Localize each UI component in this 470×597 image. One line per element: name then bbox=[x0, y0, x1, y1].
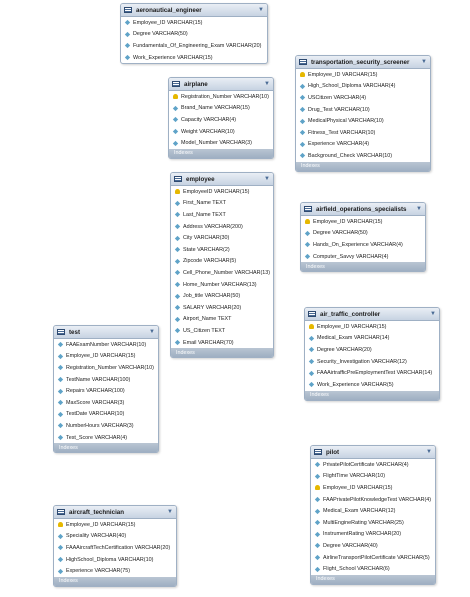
column-name: Cell_Phone_Number VARCHAR(13) bbox=[183, 269, 271, 276]
column-diamond-icon bbox=[309, 336, 314, 341]
column-name: FAAAircraftTechCertification VARCHAR(20) bbox=[66, 544, 171, 551]
table-title: airplane bbox=[184, 80, 208, 88]
column-row[interactable] bbox=[301, 239, 425, 251]
column-row[interactable] bbox=[121, 29, 267, 41]
column-diamond-icon bbox=[58, 365, 63, 370]
column-row[interactable] bbox=[169, 91, 273, 103]
column-name: Degree VARCHAR(50) bbox=[133, 31, 188, 38]
table-icon bbox=[299, 59, 307, 65]
column-name: Drug_Test VARCHAR(10) bbox=[308, 106, 370, 113]
column-name: Registration_Number VARCHAR(10) bbox=[66, 364, 154, 371]
primary-key-icon bbox=[173, 94, 178, 99]
column-diamond-icon bbox=[305, 231, 310, 236]
column-name: Zipcode VARCHAR(5) bbox=[183, 258, 237, 265]
column-name: MultiEngineRating VARCHAR(25) bbox=[323, 519, 404, 526]
column-name: Employee_ID VARCHAR(15) bbox=[66, 521, 136, 528]
column-diamond-icon bbox=[315, 532, 320, 537]
column-row[interactable] bbox=[305, 344, 439, 356]
table-title: air_traffic_controller bbox=[320, 310, 381, 318]
column-name: Address VARCHAR(200) bbox=[183, 223, 243, 230]
column-row[interactable] bbox=[171, 244, 273, 256]
column-row[interactable] bbox=[296, 69, 430, 81]
column-diamond-icon bbox=[125, 55, 130, 60]
column-name: HighSchool_Diploma VARCHAR(10) bbox=[66, 556, 154, 563]
column-diamond-icon bbox=[300, 130, 305, 135]
column-diamond-icon bbox=[300, 153, 305, 158]
column-name: SALARY VARCHAR(20) bbox=[183, 304, 242, 311]
column-diamond-icon bbox=[125, 20, 130, 25]
table-title: transportation_security_screener bbox=[311, 58, 410, 66]
column-name: Repairs VARCHAR(100) bbox=[66, 388, 125, 395]
column-diamond-icon bbox=[315, 543, 320, 548]
column-row[interactable] bbox=[169, 126, 273, 138]
column-name: Weight VARCHAR(10) bbox=[181, 128, 235, 135]
column-diamond-icon bbox=[315, 566, 320, 571]
table-airplane[interactable] bbox=[168, 77, 274, 159]
column-diamond-icon bbox=[300, 84, 305, 89]
column-diamond-icon bbox=[58, 569, 63, 574]
column-name: First_Name TEXT bbox=[183, 200, 227, 207]
column-name: US_Citizen TEXT bbox=[183, 327, 226, 334]
table-header[interactable] bbox=[301, 203, 425, 216]
indexes-footer[interactable]: Indexes bbox=[54, 443, 158, 452]
column-diamond-icon bbox=[173, 106, 178, 111]
primary-key-icon bbox=[315, 485, 320, 490]
primary-key-icon bbox=[309, 324, 314, 329]
column-diamond-icon bbox=[309, 382, 314, 387]
column-row[interactable] bbox=[305, 333, 439, 345]
column-name: Speciality VARCHAR(40) bbox=[66, 533, 127, 540]
column-row[interactable] bbox=[296, 150, 430, 162]
column-row[interactable] bbox=[169, 103, 273, 115]
primary-key-icon bbox=[300, 72, 305, 77]
column-diamond-icon bbox=[175, 340, 180, 345]
column-diamond-icon bbox=[173, 117, 178, 122]
column-row[interactable] bbox=[171, 198, 273, 210]
column-row[interactable] bbox=[121, 52, 267, 64]
table-airfield-operations-specialists[interactable] bbox=[300, 202, 426, 272]
column-row[interactable] bbox=[54, 432, 158, 444]
column-row[interactable] bbox=[54, 531, 176, 543]
column-row[interactable] bbox=[121, 17, 267, 29]
column-row[interactable] bbox=[311, 494, 435, 506]
column-diamond-icon bbox=[175, 317, 180, 322]
column-diamond-icon bbox=[315, 509, 320, 514]
indexes-footer[interactable]: Indexes bbox=[296, 162, 430, 171]
column-diamond-icon bbox=[175, 305, 180, 310]
column-row[interactable] bbox=[311, 459, 435, 471]
column-diamond-icon bbox=[315, 462, 320, 467]
column-row[interactable] bbox=[311, 540, 435, 552]
indexes-footer[interactable]: Indexes bbox=[311, 575, 435, 584]
column-name: City VARCHAR(30) bbox=[183, 235, 230, 242]
column-name: Employee_ID VARCHAR(15) bbox=[317, 323, 387, 330]
column-row[interactable] bbox=[54, 565, 176, 577]
table-title: employee bbox=[186, 175, 215, 183]
column-name: Medical_Exam VARCHAR(12) bbox=[323, 508, 396, 515]
column-name: MedicalPhysical VARCHAR(10) bbox=[308, 118, 384, 125]
indexes-footer[interactable]: Indexes bbox=[171, 348, 273, 357]
collapse-arrow-icon[interactable]: ▼ bbox=[426, 449, 432, 455]
column-name: Model_Number VARCHAR(3) bbox=[181, 140, 252, 147]
column-diamond-icon bbox=[309, 371, 314, 376]
column-row[interactable] bbox=[301, 251, 425, 263]
table-air-traffic-controller[interactable] bbox=[304, 307, 440, 401]
column-row[interactable] bbox=[171, 232, 273, 244]
table-aeronautical-engineer[interactable] bbox=[120, 3, 268, 64]
column-diamond-icon bbox=[58, 435, 63, 440]
table-test[interactable] bbox=[53, 325, 159, 453]
column-diamond-icon bbox=[305, 254, 310, 259]
column-row[interactable] bbox=[305, 356, 439, 368]
column-row[interactable] bbox=[54, 554, 176, 566]
column-row[interactable] bbox=[296, 139, 430, 151]
primary-key-icon bbox=[305, 219, 310, 224]
column-name: Registration_Number VARCHAR(10) bbox=[181, 93, 269, 100]
column-diamond-icon bbox=[305, 242, 310, 247]
table-transportation-security-screener[interactable] bbox=[295, 55, 431, 172]
column-row[interactable] bbox=[305, 379, 439, 391]
column-name: Employee_ID VARCHAR(15) bbox=[313, 218, 383, 225]
column-row[interactable] bbox=[169, 114, 273, 126]
table-icon bbox=[124, 7, 132, 13]
column-row[interactable] bbox=[171, 256, 273, 268]
column-name: State VARCHAR(2) bbox=[183, 246, 230, 253]
column-name: Degree VARCHAR(20) bbox=[317, 346, 372, 353]
column-diamond-icon bbox=[173, 129, 178, 134]
column-row[interactable] bbox=[121, 40, 267, 52]
table-header[interactable] bbox=[311, 446, 435, 459]
column-diamond-icon bbox=[58, 534, 63, 539]
column-diamond-icon bbox=[175, 259, 180, 264]
column-name: FAAAirtrafficPreEmploymentTest VARCHAR(14) bbox=[317, 370, 433, 377]
column-row[interactable] bbox=[171, 279, 273, 291]
collapse-arrow-icon[interactable]: ▼ bbox=[149, 329, 155, 335]
column-name: Computer_Savvy VARCHAR(4) bbox=[313, 253, 389, 260]
column-row[interactable] bbox=[54, 339, 158, 351]
column-name: InstrumentRating VARCHAR(20) bbox=[323, 531, 402, 538]
column-diamond-icon bbox=[300, 107, 305, 112]
table-header[interactable] bbox=[121, 4, 267, 17]
table-header[interactable] bbox=[305, 308, 439, 321]
column-diamond-icon bbox=[58, 400, 63, 405]
table-title: aircraft_technician bbox=[69, 508, 125, 516]
table-icon bbox=[57, 329, 65, 335]
column-row[interactable] bbox=[171, 267, 273, 279]
column-row[interactable] bbox=[54, 374, 158, 386]
collapse-arrow-icon[interactable]: ▼ bbox=[264, 176, 270, 182]
column-row[interactable] bbox=[296, 115, 430, 127]
table-title: test bbox=[69, 328, 81, 336]
column-diamond-icon bbox=[125, 43, 130, 48]
column-name: EmployeeID VARCHAR(15) bbox=[183, 188, 250, 195]
column-diamond-icon bbox=[175, 270, 180, 275]
column-row[interactable] bbox=[54, 409, 158, 421]
collapse-arrow-icon[interactable]: ▼ bbox=[258, 7, 264, 13]
column-row[interactable] bbox=[54, 519, 176, 531]
table-header[interactable] bbox=[54, 326, 158, 339]
table-title: aeronautical_engineer bbox=[136, 6, 202, 14]
column-name: Flight_School VARCHAR(6) bbox=[323, 566, 390, 573]
table-header[interactable] bbox=[169, 78, 273, 91]
column-diamond-icon bbox=[58, 545, 63, 550]
column-row[interactable] bbox=[296, 81, 430, 93]
column-name: Background_Check VARCHAR(10) bbox=[308, 152, 393, 159]
column-diamond-icon bbox=[58, 557, 63, 562]
table-icon bbox=[308, 311, 316, 317]
column-row[interactable] bbox=[311, 471, 435, 483]
column-name: Airport_Name TEXT bbox=[183, 316, 232, 323]
column-name: Employee_ID VARCHAR(15) bbox=[133, 19, 203, 26]
column-row[interactable] bbox=[54, 385, 158, 397]
column-diamond-icon bbox=[315, 555, 320, 560]
table-header[interactable] bbox=[54, 506, 176, 519]
column-diamond-icon bbox=[300, 119, 305, 124]
column-diamond-icon bbox=[315, 497, 320, 502]
column-row[interactable] bbox=[311, 563, 435, 575]
column-diamond-icon bbox=[315, 474, 320, 479]
column-diamond-icon bbox=[175, 236, 180, 241]
table-title: airfield_operations_specialists bbox=[316, 205, 407, 213]
column-name: MaxScore VARCHAR(3) bbox=[66, 399, 125, 406]
column-row[interactable] bbox=[171, 337, 273, 349]
column-row[interactable] bbox=[171, 221, 273, 233]
column-diamond-icon bbox=[309, 347, 314, 352]
column-row[interactable] bbox=[296, 104, 430, 116]
column-diamond-icon bbox=[58, 389, 63, 394]
column-name: Home_Number VARCHAR(13) bbox=[183, 281, 257, 288]
column-row[interactable] bbox=[54, 397, 158, 409]
column-name: TestName VARCHAR(100) bbox=[66, 376, 131, 383]
column-name: Experience VARCHAR(4) bbox=[308, 141, 370, 148]
column-diamond-icon bbox=[175, 282, 180, 287]
column-diamond-icon bbox=[58, 377, 63, 382]
column-diamond-icon bbox=[175, 212, 180, 217]
column-diamond-icon bbox=[58, 412, 63, 417]
column-name: Fundamentals_Of_Engineering_Exam VARCHAR(20) bbox=[133, 42, 262, 49]
column-name: Security_Investigation VARCHAR(12) bbox=[317, 358, 407, 365]
column-row[interactable] bbox=[171, 209, 273, 221]
column-row[interactable] bbox=[296, 127, 430, 139]
column-row[interactable] bbox=[311, 529, 435, 541]
column-diamond-icon bbox=[300, 142, 305, 147]
collapse-arrow-icon[interactable]: ▼ bbox=[421, 59, 427, 65]
column-row[interactable] bbox=[301, 216, 425, 228]
column-row[interactable] bbox=[171, 325, 273, 337]
column-row[interactable] bbox=[169, 137, 273, 149]
column-name: TestDate VARCHAR(10) bbox=[66, 411, 125, 418]
table-title: pilot bbox=[326, 448, 340, 456]
column-name: Capacity VARCHAR(4) bbox=[181, 116, 237, 123]
column-diamond-icon bbox=[175, 224, 180, 229]
column-diamond-icon bbox=[125, 32, 130, 37]
column-name: AirlineTransportPilotCertificate VARCHAR(5) bbox=[323, 554, 430, 561]
column-name: NumberHours VARCHAR(3) bbox=[66, 422, 134, 429]
column-name: Brand_Name VARCHAR(15) bbox=[181, 105, 250, 112]
column-row[interactable] bbox=[311, 517, 435, 529]
column-name: FlightTime VARCHAR(10) bbox=[323, 473, 386, 480]
column-diamond-icon bbox=[175, 247, 180, 252]
column-diamond-icon bbox=[58, 423, 63, 428]
column-row[interactable] bbox=[171, 314, 273, 326]
column-diamond-icon bbox=[300, 95, 305, 100]
column-diamond-icon bbox=[309, 359, 314, 364]
column-row[interactable] bbox=[311, 505, 435, 517]
column-diamond-icon bbox=[175, 328, 180, 333]
table-header[interactable] bbox=[171, 173, 273, 186]
column-row[interactable] bbox=[296, 92, 430, 104]
column-name: Degree VARCHAR(50) bbox=[313, 230, 368, 237]
column-name: Employee_ID VARCHAR(15) bbox=[66, 353, 136, 360]
table-employee[interactable] bbox=[170, 172, 274, 358]
column-name: Fitness_Test VARCHAR(10) bbox=[308, 129, 376, 136]
indexes-footer[interactable]: Indexes bbox=[301, 262, 425, 271]
column-row[interactable] bbox=[311, 482, 435, 494]
column-diamond-icon bbox=[58, 354, 63, 359]
column-name: PrivatePilotCertificate VARCHAR(4) bbox=[323, 461, 409, 468]
column-name: Work_Experience VARCHAR(5) bbox=[317, 381, 394, 388]
column-diamond-icon bbox=[58, 342, 63, 347]
table-icon bbox=[57, 509, 65, 515]
column-diamond-icon bbox=[175, 201, 180, 206]
indexes-footer[interactable]: Indexes bbox=[169, 149, 273, 158]
column-name: Work_Experience VARCHAR(15) bbox=[133, 54, 213, 61]
column-row[interactable] bbox=[54, 351, 158, 363]
indexes-footer[interactable]: Indexes bbox=[305, 391, 439, 400]
column-diamond-icon bbox=[315, 520, 320, 525]
primary-key-icon bbox=[58, 522, 63, 527]
collapse-arrow-icon[interactable]: ▼ bbox=[167, 509, 173, 515]
column-name: FAAExamNumber VARCHAR(10) bbox=[66, 341, 147, 348]
column-name: High_School_Diploma VARCHAR(4) bbox=[308, 83, 396, 90]
column-row[interactable] bbox=[305, 367, 439, 379]
column-name: Job_title VARCHAR(50) bbox=[183, 293, 241, 300]
column-row[interactable] bbox=[305, 321, 439, 333]
column-diamond-icon bbox=[175, 293, 180, 298]
table-header[interactable] bbox=[296, 56, 430, 69]
column-row[interactable] bbox=[301, 228, 425, 240]
column-name: Employee_ID VARCHAR(15) bbox=[308, 71, 378, 78]
collapse-arrow-icon[interactable]: ▼ bbox=[430, 311, 436, 317]
column-name: Last_Name TEXT bbox=[183, 211, 226, 218]
column-row[interactable] bbox=[171, 302, 273, 314]
primary-key-icon bbox=[175, 189, 180, 194]
column-name: Degree VARCHAR(40) bbox=[323, 542, 378, 549]
table-icon bbox=[304, 206, 312, 212]
column-row[interactable] bbox=[54, 542, 176, 554]
column-name: Test_Score VARCHAR(4) bbox=[66, 434, 128, 441]
column-row[interactable] bbox=[54, 362, 158, 374]
column-name: Email VARCHAR(70) bbox=[183, 339, 234, 346]
column-row[interactable] bbox=[54, 420, 158, 432]
column-name: Medical_Exam VARCHAR(14) bbox=[317, 335, 390, 342]
column-row[interactable] bbox=[171, 186, 273, 198]
column-name: Hands_On_Experience VARCHAR(4) bbox=[313, 241, 403, 248]
table-icon bbox=[172, 81, 180, 87]
table-icon bbox=[314, 449, 322, 455]
table-aircraft-technician[interactable] bbox=[53, 505, 177, 587]
table-pilot[interactable] bbox=[310, 445, 436, 585]
collapse-arrow-icon[interactable]: ▼ bbox=[416, 206, 422, 212]
collapse-arrow-icon[interactable]: ▼ bbox=[264, 81, 270, 87]
column-name: Experience VARCHAR(75) bbox=[66, 568, 131, 575]
indexes-footer[interactable]: Indexes bbox=[54, 577, 176, 586]
column-name: FAAPrivatePilotKnowledgeTest VARCHAR(4) bbox=[323, 496, 432, 503]
table-icon bbox=[174, 176, 182, 182]
column-row[interactable] bbox=[311, 552, 435, 564]
column-name: USCitizen VARCHAR(4) bbox=[308, 94, 367, 101]
column-name: Employee_ID VARCHAR(15) bbox=[323, 484, 393, 491]
column-diamond-icon bbox=[173, 141, 178, 146]
column-row[interactable] bbox=[171, 290, 273, 302]
